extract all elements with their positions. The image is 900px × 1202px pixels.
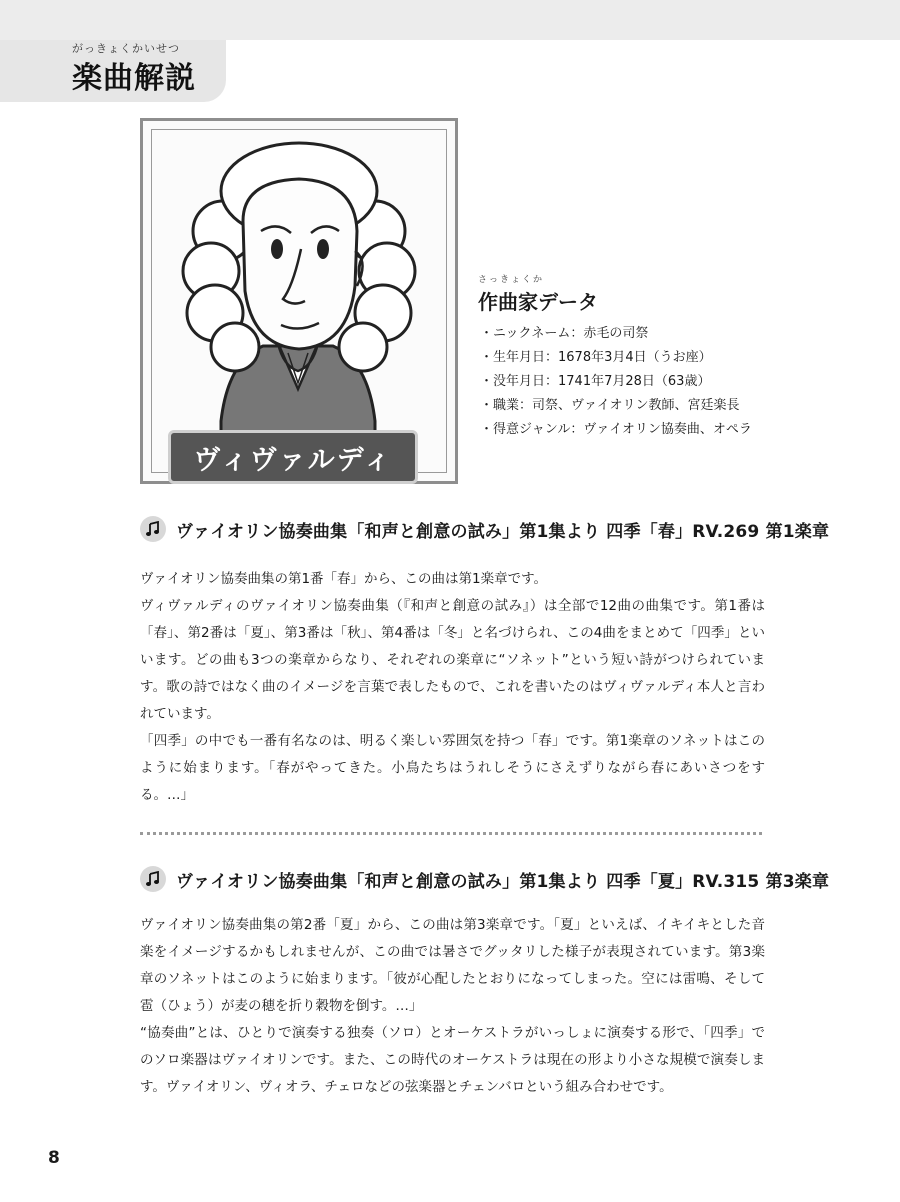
composer-portrait	[143, 121, 455, 481]
top-band	[0, 0, 900, 40]
piece-2-paragraph: “協奏曲”とは、ひとりで演奏する独奏（ソロ）とオーケストラがいっしょに演奏する形で、「四季」でのソロ楽器はヴァイオリンです。また、この時代のオーケストラは現在の形より小さな規模で演奏します。ヴァイオリン、ヴィオラ、チェロなどの弦楽器とチェンバロという組み合わせです。	[140, 1025, 765, 1095]
composer-data-item: ・職業：司祭、ヴァイオリン教師、宮廷楽長	[480, 398, 740, 413]
section-title: 楽曲解説	[72, 61, 196, 96]
composer-data-item: ・生年月日：1678年3月4日（うお座）	[480, 350, 712, 365]
page-number: 8	[48, 1148, 60, 1168]
portrait-face	[243, 179, 357, 349]
piece-1-paragraph: 「四季」の中でも一番有名なのは、明るく楽しい雰囲気を持つ「春」です。第1楽章のソネットはこのように始まります。「春がやってきた。小鳥たちはうれしそうにさえずりながら春にあいさつをする。…」	[140, 733, 765, 803]
piece-2-body	[140, 912, 765, 1101]
music-note-icon	[140, 866, 166, 892]
composer-data-item: ・没年月日：1741年7月28日（63歳）	[480, 374, 711, 389]
composer-data-heading: 作曲家データ	[478, 290, 598, 314]
piece-1-body	[140, 566, 765, 809]
section-divider	[140, 832, 762, 835]
piece-1-title: ヴァイオリン協奏曲集「和声と創意の試み」第1集より 四季「春」RV.269 第1楽章	[176, 521, 830, 542]
composer-name: ヴィヴァルディ	[193, 444, 393, 476]
composer-name-plate	[168, 430, 418, 484]
piece-2-title: ヴァイオリン協奏曲集「和声と創意の試み」第1集より 四季「夏」RV.315 第3楽章	[176, 871, 830, 892]
composer-data-item: ・ニックネーム：赤毛の司祭	[480, 326, 649, 341]
composer-data-item: ・得意ジャンル：ヴァイオリン協奏曲、オペラ	[480, 422, 752, 437]
piece-1-header	[140, 516, 829, 542]
piece-2-paragraph: ヴァイオリン協奏曲集の第2番「夏」から、この曲は第3楽章です。「夏」といえば、イキイキとした音楽をイメージするかもしれませんが、この曲では暑さでグッタリした様子が表現されています。第3楽章のソネットはこのように始まります。「彼が心配したとおりになってしまった。空には雷鳴、そして雹（ひょう）が麦の穂を折り穀物を倒す。…」	[140, 917, 765, 1014]
music-note-icon	[140, 516, 166, 542]
composer-data-ruby: さっきょくか	[478, 275, 545, 285]
composer-data-list	[480, 322, 752, 442]
piece-1-paragraph: ヴァイオリン協奏曲集の第1番「春」から、この曲は第1楽章です。	[140, 571, 548, 587]
piece-2-header	[140, 866, 829, 892]
section-title-ruby: がっきょくかいせつ	[72, 42, 180, 55]
piece-1-paragraph: ヴィヴァルディのヴァイオリン協奏曲集（『和声と創意の試み』）は全部で12曲の曲集です。第1番は「春」、第2番は「夏」、第3番は「秋」、第4番は「冬」と名づけられ、この4曲をまとめて「四季」といいます。どの曲も3つの楽章からなり、それぞれの楽章に“ソネット”という短い詩がつけられています。歌の詩ではなく曲のイメージを言葉で表したもので、これを書いたのはヴィヴァルディ本人と言われています。	[140, 598, 765, 722]
